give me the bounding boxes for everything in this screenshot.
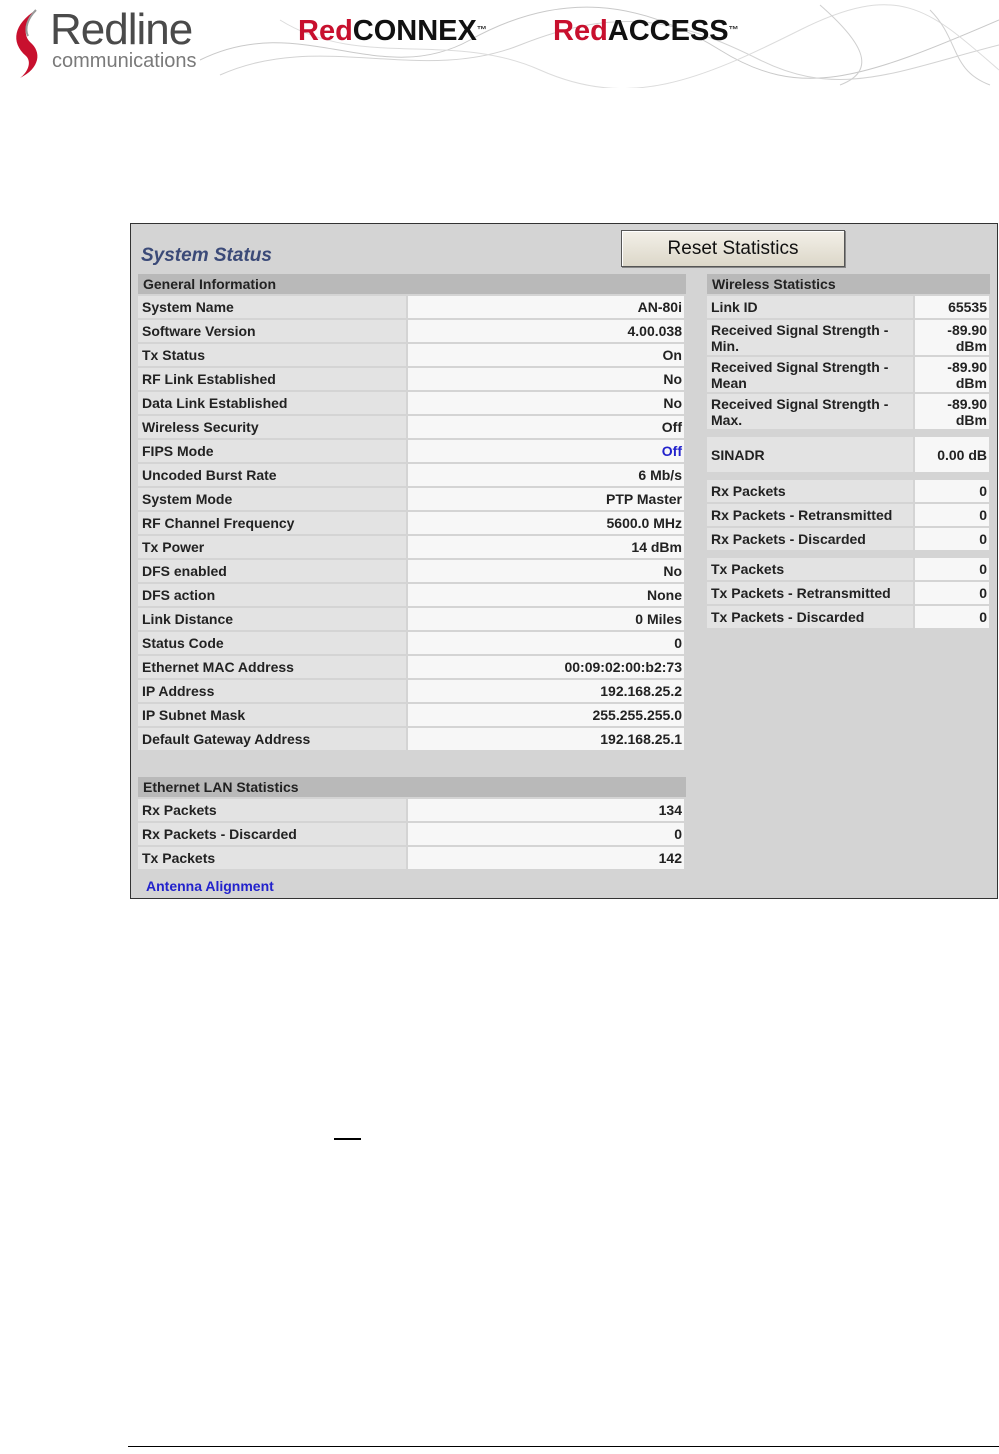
page-title: System Status [141,245,272,266]
stat-value: 0 [915,606,989,628]
stat-label: System Name [138,296,408,318]
stat-value: No [408,560,684,582]
stat-label: Default Gateway Address [138,728,408,750]
stat-row-ethernet-mac-address [138,656,684,678]
stat-label: IP Address [138,680,408,702]
stat-label: FIPS Mode [138,440,408,462]
stat-value: On [408,344,684,366]
stat-row-received-signal-strength-max [707,394,989,429]
brand-subtitle: communications [52,50,197,72]
stat-row-status-code [138,632,684,654]
stat-row-link-id [707,296,989,318]
stat-label: Link Distance [138,608,408,630]
stat-label: Ethernet MAC Address [138,656,408,678]
stat-value: Off [408,440,684,462]
stat-value: 6 Mb/s [408,464,684,486]
stat-row-rx-packets-discarded [707,528,989,550]
stat-label: Received Signal Strength - Max. [707,394,915,429]
stat-label: SINADR [707,437,915,472]
stat-label: Uncoded Burst Rate [138,464,408,486]
stat-value: 142 [408,847,684,869]
stat-value: 0 [408,823,684,845]
stat-row-data-link-established [138,392,684,414]
stat-value: -89.90 dBm [915,394,989,429]
stat-value: 0 [915,480,989,502]
stat-label: IP Subnet Mask [138,704,408,726]
row-spacer-cell [707,431,989,435]
stat-row-system-mode [138,488,684,510]
stat-row-default-gateway-address [138,728,684,750]
ethernet-statistics-table [138,797,684,871]
stat-value: 0 [915,528,989,550]
antenna-alignment-link[interactable]: Antenna Alignment [146,878,274,894]
redline-logo-icon [6,6,46,80]
stat-row-tx-packets [707,558,989,580]
stat-label: Tx Packets [707,558,915,580]
stat-value: 192.168.25.1 [408,728,684,750]
stat-value: AN-80i [408,296,684,318]
stat-row-rf-channel-frequency [138,512,684,534]
stat-label: Data Link Established [138,392,408,414]
stat-label: RF Channel Frequency [138,512,408,534]
stat-value: -89.90 dBm [915,357,989,392]
stat-row-software-version [138,320,684,342]
stat-label: Tx Packets - Discarded [707,606,915,628]
stat-row-tx-packets-retransmitted [707,582,989,604]
stat-value: 192.168.25.2 [408,680,684,702]
stat-label: DFS enabled [138,560,408,582]
stat-row-tx-packets-discarded [707,606,989,628]
stat-row-rf-link-established [138,368,684,390]
stat-row-received-signal-strength-min [707,320,989,355]
stat-label: Received Signal Strength - Mean [707,357,915,392]
stat-row-received-signal-strength-mean [707,357,989,392]
stat-row-dfs-enabled [138,560,684,582]
stat-row-ip-subnet-mask [138,704,684,726]
stat-row-rx-packets-discarded [138,823,684,845]
stat-label: Tx Status [138,344,408,366]
stat-row-tx-power [138,536,684,558]
stat-value: PTP Master [408,488,684,510]
stat-value: 0 [408,632,684,654]
stat-row-uncoded-burst-rate [138,464,684,486]
stat-row-fips-mode [138,440,684,462]
stat-row-link-distance [138,608,684,630]
stat-row-rx-packets-retransmitted [707,504,989,526]
stat-value: No [408,368,684,390]
stat-label: RF Link Established [138,368,408,390]
stat-row-tx-status [138,344,684,366]
wireless-statistics-table [707,294,989,630]
general-information-heading: General Information [138,274,686,294]
stat-value: 4.00.038 [408,320,684,342]
row-spacer [707,552,989,556]
stat-label: DFS action [138,584,408,606]
stat-value: 14 dBm [408,536,684,558]
product-redaccess: RedACCESS™ [553,15,739,47]
stat-value: Off [408,416,684,438]
stat-row-ip-address [138,680,684,702]
wireless-statistics-heading: Wireless Statistics [707,274,990,294]
stat-value: -89.90 dBm [915,320,989,355]
product-redconnex: RedCONNEX™ [298,15,487,47]
stat-label: Rx Packets [138,799,408,821]
ethernet-statistics-heading: Ethernet LAN Statistics [138,777,686,797]
stat-label: Tx Power [138,536,408,558]
stat-label: Tx Packets [138,847,408,869]
stat-row-wireless-security [138,416,684,438]
stat-value: 134 [408,799,684,821]
row-spacer-cell [707,474,989,478]
row-spacer-cell [707,552,989,556]
stat-row-dfs-action [138,584,684,606]
general-information-table [138,294,684,752]
stat-value: 0 Miles [408,608,684,630]
row-spacer [707,431,989,435]
stat-value: 00:09:02:00:b2:73 [408,656,684,678]
stat-row-sinadr [707,437,989,472]
reset-statistics-button[interactable]: Reset Statistics [621,230,845,267]
stat-value: 0 [915,582,989,604]
system-status-panel [130,223,998,899]
stat-value: 0 [915,558,989,580]
brand-name: Redline [50,5,193,54]
header-banner [0,0,999,88]
underline-mark [334,1138,361,1140]
stat-label: Rx Packets - Retransmitted [707,504,915,526]
stat-label: Rx Packets - Discarded [707,528,915,550]
stat-value: No [408,392,684,414]
stat-label: Software Version [138,320,408,342]
stat-label: Rx Packets - Discarded [138,823,408,845]
footer-rule [128,1446,999,1447]
stat-label: Tx Packets - Retransmitted [707,582,915,604]
stat-value: 0.00 dB [915,437,989,472]
stat-label: Rx Packets [707,480,915,502]
stat-label: Wireless Security [138,416,408,438]
stat-label: Link ID [707,296,915,318]
row-spacer [707,474,989,478]
stat-row-rx-packets [138,799,684,821]
stat-label: System Mode [138,488,408,510]
stat-row-rx-packets [707,480,989,502]
stat-value: 5600.0 MHz [408,512,684,534]
stat-label: Status Code [138,632,408,654]
stat-row-system-name [138,296,684,318]
stat-value: 255.255.255.0 [408,704,684,726]
stat-label: Received Signal Strength - Min. [707,320,915,355]
stat-value: 0 [915,504,989,526]
stat-row-tx-packets [138,847,684,869]
stat-value: 65535 [915,296,989,318]
stat-value: None [408,584,684,606]
